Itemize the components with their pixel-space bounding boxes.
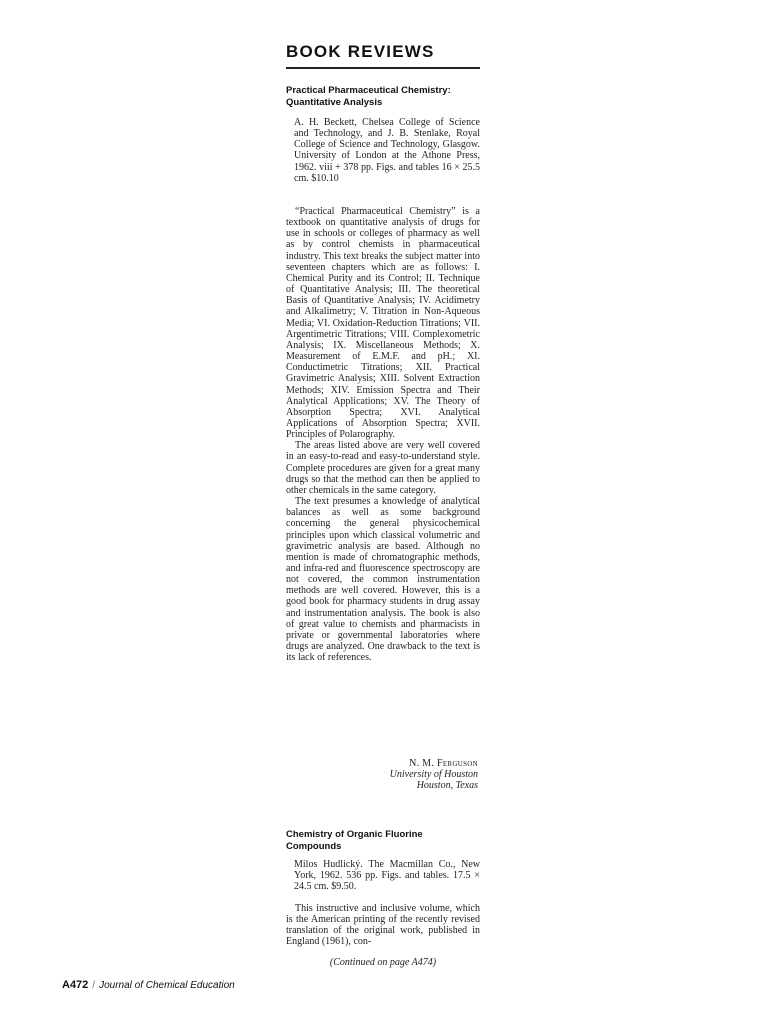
reviewer-name: N. M. Ferguson <box>409 758 478 769</box>
review1-paragraph: The areas listed above are very well covered in an easy-to-read and easy-to-understand style. Complete procedures are given for a great many drugs so that the method can then be applied to other chemicals in the same category. <box>286 440 480 496</box>
review1-biblio: A. H. Beckett, Chelsea College of Science and Technology, and J. B. Stenlake, Royal College of Science and Technology, Glasgow. University of London at the Athone Press, 1962. viii + 378 pp. Figs. and tables 16 × 25.5 cm. $10.10 <box>294 117 480 184</box>
review1-body <box>286 206 480 663</box>
review2-paragraph: This instructive and inclusive volume, which is the American printing of the recently revised translation of the original work, published in England (1961), con- <box>286 903 480 948</box>
page-number: A472 <box>62 979 89 991</box>
review2-biblio: Milos Hudlický. The Macmillan Co., New York, 1962. 536 pp. Figs. and tables. 17.5 × 24.5 cm. $9.50. <box>294 859 480 893</box>
footer-separator: / <box>92 980 96 991</box>
review1-paragraph: The text presumes a knowledge of analytical balances as well as some background concerning the general physicochemical principles upon which classical volumetric and gravimetric analysis are based. Although no mention is made of chromatographic methods, and infra-red and fluorescence spectroscopy are not covered, the common instrumentation methods are well covered. However, this is a good book for pharmacy students in drug assay and instrumentation analysis. The book is also of great value to chemists and pharmacists in private or governmental laboratories where drugs are analyzed. One drawback to the text is its lack of references. <box>286 496 480 664</box>
review2-title: Chemistry of Organic Fluorine Compounds <box>286 829 423 852</box>
title-rule <box>286 67 480 69</box>
section-title: BOOK REVIEWS <box>286 42 435 61</box>
reviewer-location: Houston, Texas <box>416 780 478 792</box>
page-footer <box>62 979 235 991</box>
review2-body <box>286 903 480 948</box>
journal-name: Journal of Chemical Education <box>99 980 235 991</box>
reviewer-affiliation: University of Houston <box>389 769 478 781</box>
review1-signature <box>286 758 478 791</box>
review1-paragraph: “Practical Pharmaceutical Chemistry” is a textbook on quantitative analysis of drugs for use in schools or colleges of pharmacy as well as by control chemists in pharmaceutical industry. This text breaks the subject matter into seventeen chapters which are as follows: I. Chemical Purity and its Control; II. Technique of Quantitative Analysis; III. The theoretical Basis of Quantitative Analysis; IV. Acidimetry and Alkalimetry; V. Titration in Non-Aqueous Media; VI. Oxidation-Reduction Titrations; VII. Argentimetric Titrations; VIII. Complexometric Analysis; IX. Miscellaneous Methods; X. Measurement of E.M.F. and pH.; XI. Conductimetric Titrations; XII. Practical Gravimetric Analysis; XIII. Solvent Extraction Methods; XIV. Emission Spectra and Their Analytical Applications; XV. The Theory of Absorption Spectra; XVI. Analytical Applications of Absorption Spectra; XVII. Principles of Polarography. <box>286 206 480 441</box>
review1-title: Practical Pharmaceutical Chemistry: Quantitative Analysis <box>286 85 451 108</box>
continued-note: (Continued on page A474) <box>329 957 437 968</box>
